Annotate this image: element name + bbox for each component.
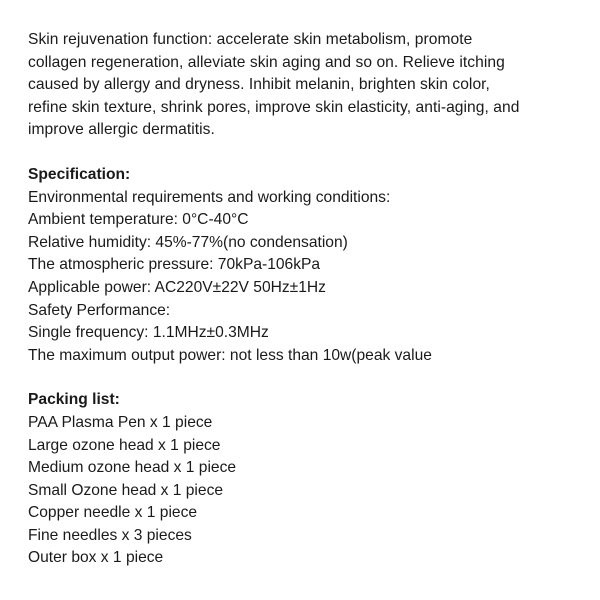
intro-line: refine skin texture, shrink pores, improve skin elasticity, anti-aging, and (28, 98, 520, 116)
packing-item: Medium ozone head x 1 piece (28, 459, 237, 477)
intro-line: collagen regeneration, alleviate skin aging and so on. Relieve itching (28, 53, 505, 71)
specification-section (28, 164, 588, 367)
specification-list (28, 187, 588, 368)
specification-item: The maximum output power: not less than 10w(peak value (28, 346, 432, 364)
packing-item: Small Ozone head x 1 piece (28, 481, 224, 499)
packing-item: Large ozone head x 1 piece (28, 436, 221, 454)
packing-item: Outer box x 1 piece (28, 549, 164, 567)
packing-item: Fine needles x 3 pieces (28, 526, 192, 544)
specification-item: Applicable power: AC220V±22V 50Hz±1Hz (28, 278, 326, 296)
specification-item: Environmental requirements and working conditions: (28, 188, 391, 206)
packing-list (28, 412, 588, 570)
intro-paragraph (28, 29, 588, 142)
specification-item: Safety Performance: (28, 301, 171, 319)
specification-heading: Specification: (28, 165, 131, 183)
packing-section (28, 389, 588, 570)
intro-line: Skin rejuvenation function: accelerate skin metabolism, promote (28, 31, 473, 48)
packing-item: PAA Plasma Pen x 1 piece (28, 413, 213, 431)
specification-item: Single frequency: 1.1MHz±0.3MHz (28, 324, 269, 342)
intro-line: caused by allergy and dryness. Inhibit melanin, brighten skin color, (28, 76, 490, 94)
specification-item: Relative humidity: 45%-77%(no condensation) (28, 233, 348, 251)
document-body (28, 29, 588, 570)
specification-item: Ambient temperature: 0°C-40°C (28, 211, 249, 229)
packing-item: Copper needle x 1 piece (28, 504, 198, 522)
packing-heading: Packing list: (28, 391, 120, 409)
intro-line: improve allergic dermatitis. (28, 121, 215, 139)
specification-item: The atmospheric pressure: 70kPa-106kPa (28, 256, 321, 274)
